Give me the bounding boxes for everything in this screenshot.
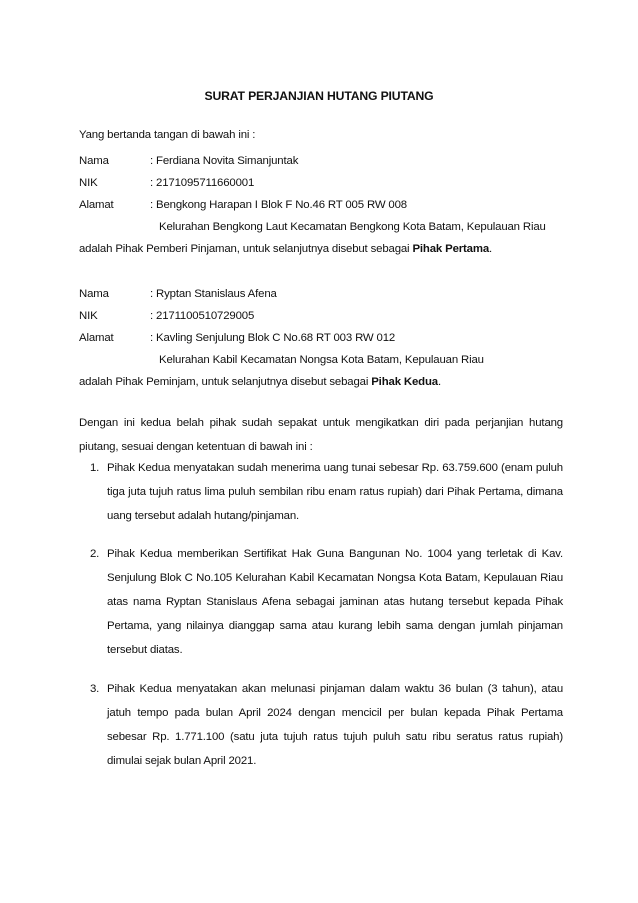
second-party-address-value: : Kavling Senjulung Blok C No.68 RT 003 RW 012 [150, 332, 396, 344]
first-party-role-suffix: . [489, 243, 493, 255]
second-party-address-continuation: Kelurahan Kabil Kecamatan Nongsa Kota Batam, Kepulauan Riau [159, 354, 484, 366]
first-party-address-continuation: Kelurahan Bengkong Laut Kecamatan Bengkong Kota Batam, Kepulauan Riau [159, 221, 546, 233]
clause-text: Pihak Kedua menyatakan sudah menerima uang tunai sebesar Rp. 63.759.600 (enam puluh tiga juta tujuh ratus lima puluh sembilan ribu enam ratus rupiah) dari Pihak Pertama, dimana uang tersebut adalah hutang/pinjaman. [107, 462, 563, 522]
first-party-role-name: Pihak Pertama [412, 243, 490, 255]
first-party-nik-row [79, 175, 254, 191]
first-party-role [79, 241, 492, 257]
second-party-name-label: Nama [79, 288, 109, 300]
first-party-nik-label: NIK [79, 177, 98, 189]
second-party-nik-row [79, 308, 254, 324]
clause-number: 2. [90, 548, 100, 560]
document-title: SURAT PERJANJIAN HUTANG PIUTANG [204, 89, 434, 103]
clause-item [90, 456, 563, 528]
clause-item [90, 677, 563, 773]
first-party-nik-value: : 2171095711660001 [150, 177, 255, 189]
clause-text: Pihak Kedua memberikan Sertifikat Hak Guna Bangunan No. 1004 yang terletak di Kav. Senjulung Blok C No.105 Kelurahan Kabil Kecamatan Nongsa Kota Batam, Kepulauan Riau atas nama Ryptan Stanislaus Afena sebagai jaminan atas hutang tersebut kepada Pihak Pertama, yang nilainya dianggap sama atau kurang lebih sama dengan jumlah pinjaman tersebut diatas. [107, 548, 563, 656]
first-party-address-row [79, 197, 407, 213]
clause-number: 1. [90, 462, 100, 474]
clause-text: Pihak Kedua menyatakan akan melunasi pinjaman dalam waktu 36 bulan (3 tahun), atau jatuh tempo pada bulan April 2024 dengan mencicil per bulan kepada Pihak Pertama sebesar Rp. 1.771.100 (satu juta tujuh ratus tujuh puluh satu ribu seratus ratus rupiah) dimulai sejak bulan April 2021. [107, 683, 563, 767]
first-party-address-value: : Bengkong Harapan I Blok F No.46 RT 005 RW 008 [150, 199, 407, 211]
intro-text: Yang bertanda tangan di bawah ini : [79, 129, 256, 141]
second-party-address-row [79, 330, 395, 346]
first-party-role-prefix: adalah Pihak Pemberi Pinjaman, untuk selanjutnya disebut sebagai [79, 243, 413, 255]
first-party-name-label: Nama [79, 155, 109, 167]
second-party-address-label: Alamat [79, 332, 114, 344]
agreement-intro: Dengan ini kedua belah pihak sudah sepakat untuk mengikatkan diri pada perjanjian hutang piutang, sesuai dengan ketentuan di bawah ini : [79, 417, 563, 453]
second-party-role-name: Pihak Kedua [371, 376, 438, 388]
second-party-role-prefix: adalah Pihak Peminjam, untuk selanjutnya disebut sebagai [79, 376, 372, 388]
clause-number: 3. [90, 683, 100, 695]
clause-item [90, 542, 563, 662]
first-party-name-row [79, 153, 298, 169]
second-party-role-suffix: . [437, 376, 441, 388]
first-party-address-label: Alamat [79, 199, 114, 211]
second-party-nik-value: : 2171100510729005 [150, 310, 255, 322]
second-party-nik-label: NIK [79, 310, 98, 322]
second-party-name-value: : Ryptan Stanislaus Afena [150, 288, 277, 300]
second-party-role [79, 374, 441, 390]
second-party-name-row [79, 286, 277, 302]
first-party-name-value: : Ferdiana Novita Simanjuntak [150, 155, 299, 167]
